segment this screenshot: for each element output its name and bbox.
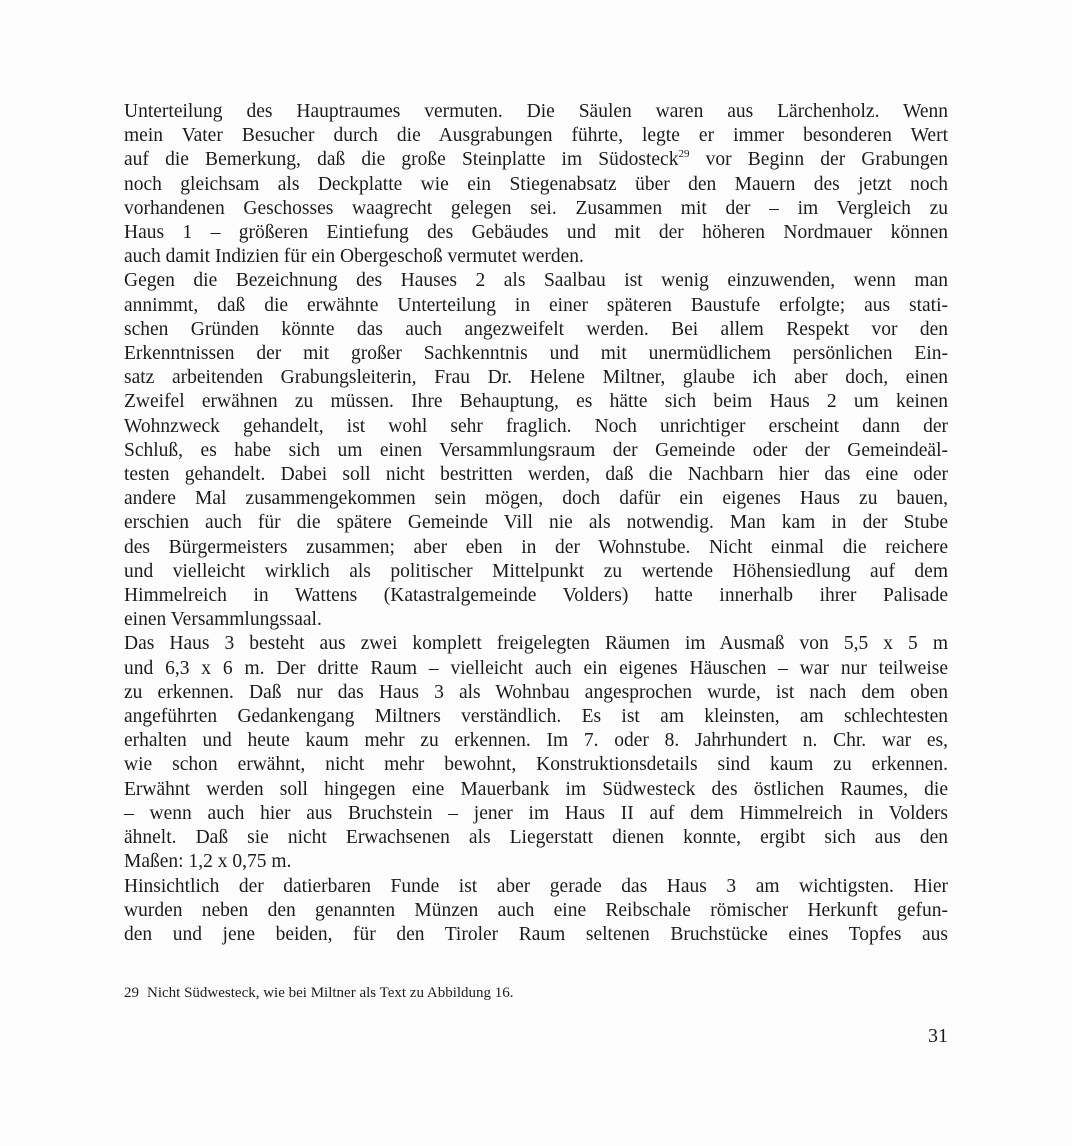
paragraph-3: [124, 632, 948, 874]
text-line: Das Haus 3 besteht aus zwei komplett freigelegten Räumen im Ausmaß von 5,5 x 5 m: [124, 633, 948, 655]
text-line: des Bürgermeisters zusammen; aber eben in der Wohnstube. Nicht einmal die reichere: [124, 536, 948, 558]
text-line: Himmelreich in Wattens (Katastralgemeinde Volders) hatte innerhalb ihrer Palisade: [124, 585, 948, 607]
main-text: [124, 100, 948, 947]
text-line: wurden neben den genannten Münzen auch eine Reibschale römischer Herkunft gefun-: [124, 899, 948, 921]
text-line-with-footnote-ref: [124, 148, 948, 172]
paragraph-1: [124, 100, 948, 269]
text-segment: vor Beginn der Grabungen: [689, 149, 948, 171]
text-line: vorhandenen Geschosses waagrecht gelegen sei. Zusammen mit der – im Vergleich zu: [124, 197, 948, 219]
text-line: Schluß, es habe sich um einen Versammlungsraum der Gemeinde oder der Gemeindeäl-: [124, 439, 948, 461]
text-segment: auf die Bemerkung, daß die große Steinplatte im Südosteck: [124, 149, 679, 171]
footnote-text: Nicht Südwesteck, wie bei Miltner als Text zu Abbildung 16.: [147, 985, 514, 1001]
text-line: schen Gründen könnte das auch angezweifelt werden. Bei allem Respekt vor den: [124, 318, 948, 340]
text-line: Zweifel erwähnen zu müssen. Ihre Behauptung, es hätte sich beim Haus 2 um keinen: [124, 391, 948, 413]
text-line: satz arbeitenden Grabungsleiterin, Frau Dr. Helene Miltner, glaube ich aber doch, einen: [124, 367, 948, 389]
text-line: und vielleicht wirklich als politischer Mittelpunkt zu wertende Höhensiedlung auf dem: [124, 560, 948, 582]
text-line: angeführten Gedankengang Miltners verständlich. Es ist am kleinsten, am schlechtesten: [124, 706, 948, 728]
text-line: erhalten und heute kaum mehr zu erkennen. Im 7. oder 8. Jahrhundert n. Chr. war es,: [124, 730, 948, 752]
text-line: Erkenntnissen der mit großer Sachkenntnis und mit unermüdlichem persönlichen Ein-: [124, 343, 948, 365]
text-line: Maßen: 1,2 x 0,75 m.: [124, 851, 292, 873]
text-line: Wohnzweck gehandelt, ist wohl sehr fraglich. Noch unrichtiger erscheint dann der: [124, 415, 948, 437]
text-line: wie schon erwähnt, nicht mehr bewohnt, Konstruktionsdetails sind kaum zu erkennen.: [124, 754, 948, 776]
text-line: einen Versammlungssaal.: [124, 609, 322, 631]
text-line: auch damit Indizien für ein Obergeschoß vermutet werden.: [124, 246, 584, 268]
footnote-reference: 29: [678, 147, 690, 160]
text-line: noch gleichsam als Deckplatte wie ein Stiegenabsatz über den Mauern des jetzt noch: [124, 173, 948, 195]
paragraph-4: [124, 875, 948, 948]
text-line: Gegen die Bezeichnung des Hauses 2 als Saalbau ist wenig einzuwenden, wenn man: [124, 270, 948, 292]
text-line: testen gehandelt. Dabei soll nicht bestritten werden, daß die Nachbarn hier das eine oder: [124, 464, 948, 486]
text-line: ähnelt. Daß sie nicht Erwachsenen als Liegerstatt dienen konnte, ergibt sich aus den: [124, 827, 948, 849]
text-line: Unterteilung des Hauptraumes vermuten. Die Säulen waren aus Lärchenholz. Wenn: [124, 101, 948, 122]
text-line: – wenn auch hier aus Bruchstein – jener im Haus II auf dem Himmelreich in Volders: [124, 802, 948, 824]
text-line: Hinsichtlich der datierbaren Funde ist aber gerade das Haus 3 am wichtigsten. Hier: [124, 875, 948, 897]
footnote-number: 29: [124, 985, 139, 1001]
footnote: [124, 983, 948, 1003]
text-line: mein Vater Besucher durch die Ausgrabungen führte, legte er immer besonderen Wert: [124, 125, 948, 147]
text-line: andere Mal zusammengekommen sein mögen, doch dafür ein eigenes Haus zu bauen,: [124, 488, 948, 510]
text-line: annimmt, daß die erwähnte Unterteilung in einer späteren Baustufe erfolgte; aus stati-: [124, 294, 948, 316]
text-line: Haus 1 – größeren Eintiefung des Gebäudes und mit der höheren Nordmauer können: [124, 222, 948, 244]
text-line: den und jene beiden, für den Tiroler Raum seltenen Bruchstücke eines Topfes aus: [124, 923, 948, 945]
text-line: und 6,3 x 6 m. Der dritte Raum – vielleicht auch ein eigenes Häuschen – war nur teilweise: [124, 657, 948, 679]
page-number: 31: [928, 1025, 948, 1047]
text-line: Erwähnt werden soll hingegen eine Mauerbank im Südwesteck des östlichen Raumes, die: [124, 778, 948, 800]
paragraph-2: [124, 269, 948, 632]
text-line: erschien auch für die spätere Gemeinde Vill nie als notwendig. Man kam in der Stube: [124, 512, 948, 534]
text-line: zu erkennen. Daß nur das Haus 3 als Wohnbau angesprochen wurde, ist nach dem oben: [124, 681, 948, 703]
